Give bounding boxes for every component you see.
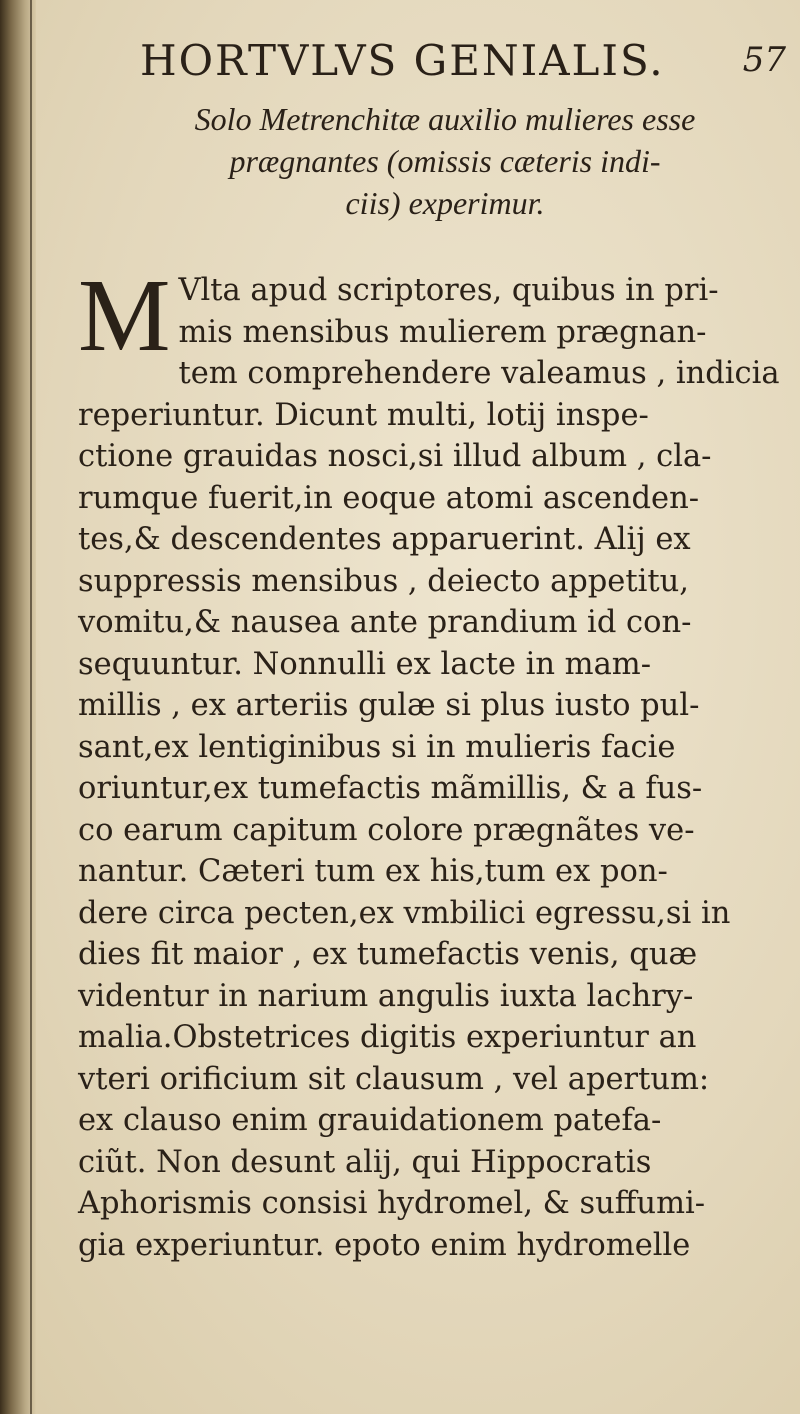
running-head — [100, 30, 790, 90]
text-line: tem comprehendere valeamus , indicia — [178, 356, 780, 391]
page-number: 57 — [742, 40, 786, 80]
text-line: gia experiuntur. epoto enim hydromelle — [78, 1227, 691, 1263]
text-line: Aphorismis consisi hydromel, & suffumi- — [78, 1186, 706, 1221]
text-line: vomitu,& nausea ante prandium id con- — [78, 605, 692, 640]
running-title: HORTVLVS GENIALIS. — [140, 36, 665, 85]
text-line: malia.Obstetrices digitis experiuntur an — [78, 1020, 697, 1055]
text-line: oriuntur,ex tumefactis mãmillis, & a fus- — [78, 771, 703, 806]
text-line: nantur. Cæteri tum ex his,tum ex pon- — [78, 854, 668, 889]
text-line: Vlta apud scriptores, quibus in pri- — [178, 273, 719, 308]
text-line: sant,ex lentiginibus si in mulieris facie — [78, 729, 676, 765]
heading-line: ciis) experimur. — [345, 185, 545, 221]
text-line: ctione grauidas nosci,si illud album , cla- — [78, 439, 712, 474]
text-line: ex clauso enim grauidationem patefa- — [78, 1103, 662, 1138]
section-heading — [100, 98, 790, 224]
text-line: sequuntur. Nonnulli ex lacte in mam- — [78, 646, 652, 682]
text-line: suppressis mensibus , deiecto appetitu, — [78, 563, 689, 599]
text-line: videntur in narium angulis iuxta lachry- — [78, 978, 694, 1014]
body-text — [78, 258, 788, 1266]
text-line: dere circa pecten,ex vmbilici egressu,si in — [78, 895, 731, 931]
text-line: tes,& descendentes apparuerint. Alij ex — [78, 522, 691, 557]
text-line: ciũt. Non desunt alij, qui Hippocratis — [78, 1144, 652, 1180]
heading-line: prægnantes (omissis cæteris indi- — [229, 143, 661, 179]
heading-line: Solo Metrenchitæ auxilio mulieres esse — [194, 101, 696, 137]
drop-cap: M — [78, 258, 171, 373]
binding-edge — [30, 0, 32, 1414]
text-line: mis mensibus mulierem prægnan- — [178, 314, 707, 350]
text-line: millis , ex arteriis gulæ si plus iusto pul- — [78, 688, 700, 723]
text-line: reperiuntur. Dicunt multi, lotij inspe- — [78, 397, 649, 433]
text-line: vteri orificium sit clausum , vel apertum: — [78, 1061, 710, 1097]
text-line: dies fit maior , ex tumefactis venis, quæ — [78, 937, 698, 972]
text-line: rumque fuerit,in eoque atomi ascenden- — [78, 480, 700, 516]
text-line: co earum capitum colore prægnãtes ve- — [78, 812, 695, 848]
